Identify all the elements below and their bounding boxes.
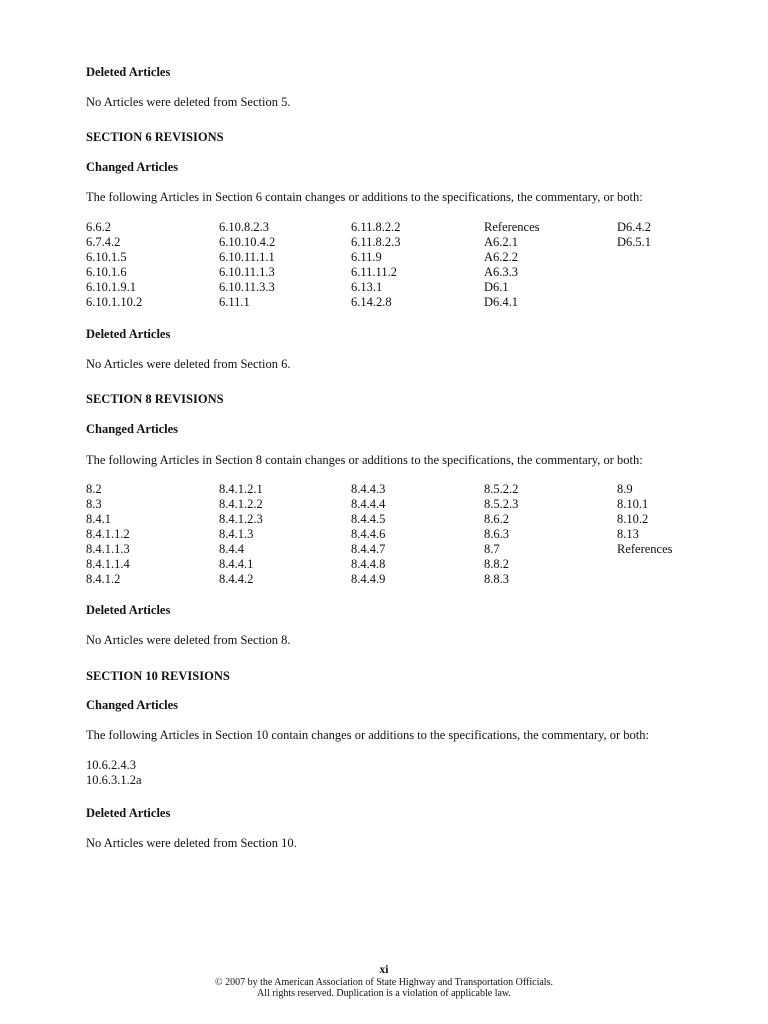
section6-changed-heading: Changed Articles	[86, 160, 179, 174]
section6-intro: The following Articles in Section 6 contain changes or additions to the specifications, the commentary, or both:	[86, 190, 643, 204]
article-item: 8.6.3	[484, 527, 509, 541]
article-item: D6.1	[484, 280, 509, 294]
article-item: 6.10.1.9.1	[86, 280, 136, 294]
section8-column-4	[484, 482, 614, 587]
section10-deleted-text: No Articles were deleted from Section 10.	[86, 836, 297, 850]
article-item: A6.3.3	[484, 265, 519, 279]
section8-column-1	[86, 482, 216, 587]
article-item: 8.4.4.8	[351, 557, 386, 571]
section8-deleted-text: No Articles were deleted from Section 8.	[86, 633, 291, 647]
article-item: 6.11.8.2.2	[351, 220, 401, 234]
article-item: 6.10.1.10.2	[86, 295, 143, 309]
section10-changed-heading: Changed Articles	[86, 698, 179, 712]
article-item: 10.6.3.1.2a	[86, 773, 142, 787]
article-item: A6.2.1	[484, 235, 519, 249]
article-item: 8.4.4.4	[351, 497, 386, 511]
article-item: 6.10.1.6	[86, 265, 127, 279]
article-item: 8.4.1	[86, 512, 111, 526]
article-item: 8.4.1.1.2	[86, 527, 130, 541]
article-item: D6.4.1	[484, 295, 519, 309]
section6-column-1	[86, 220, 216, 310]
section6-column-2	[219, 220, 349, 310]
article-item: 8.4.4.6	[351, 527, 386, 541]
article-item: 10.6.2.4.3	[86, 758, 136, 772]
article-item: 6.7.4.2	[86, 235, 121, 249]
article-item: 8.9	[617, 482, 633, 496]
section5-deleted-heading: Deleted Articles	[86, 65, 171, 79]
article-item: 6.13.1	[351, 280, 383, 294]
article-item: 8.4.4.3	[351, 482, 386, 496]
rights-line: All rights reserved. Duplication is a violation of applicable law.	[256, 988, 511, 999]
section8-changed-heading: Changed Articles	[86, 422, 179, 436]
article-item: 8.10.2	[617, 512, 649, 526]
article-item: 8.4.1.2.2	[219, 497, 263, 511]
article-item: References	[484, 220, 540, 234]
article-item: 8.4.4.7	[351, 542, 386, 556]
article-item: 8.4.1.2	[86, 572, 121, 586]
article-item: 6.11.11.2	[351, 265, 397, 279]
article-item: 8.4.4.9	[351, 572, 386, 586]
page-number: xi	[379, 964, 389, 976]
article-item: 8.4.4.2	[219, 572, 254, 586]
section8-deleted-heading: Deleted Articles	[86, 603, 171, 617]
article-item: 8.10.1	[617, 497, 649, 511]
article-item: 6.10.8.2.3	[219, 220, 269, 234]
article-item: References	[617, 542, 673, 556]
article-item: 6.14.2.8	[351, 295, 392, 309]
article-item: 8.13	[617, 527, 639, 541]
article-item: D6.4.2	[617, 220, 652, 234]
article-item: 8.6.2	[484, 512, 509, 526]
article-item: 6.6.2	[86, 220, 111, 234]
article-item: 8.4.1.1.3	[86, 542, 130, 556]
article-item: 6.10.1.5	[86, 250, 127, 264]
section10-column-1	[86, 758, 216, 788]
section6-column-4	[484, 220, 614, 310]
article-item: 8.4.1.1.4	[86, 557, 130, 571]
section6-deleted-text: No Articles were deleted from Section 6.	[86, 357, 291, 371]
section8-intro: The following Articles in Section 8 contain changes or additions to the specifications, the commentary, or both:	[86, 453, 643, 467]
article-item: D6.5.1	[617, 235, 652, 249]
section5-deleted-text: No Articles were deleted from Section 5.	[86, 95, 291, 109]
article-item: 8.4.4.1	[219, 557, 254, 571]
article-item: 6.11.8.2.3	[351, 235, 401, 249]
article-item: 8.5.2.3	[484, 497, 519, 511]
article-item: 6.10.11.3.3	[219, 280, 275, 294]
section6-column-5	[617, 220, 747, 250]
article-item: 6.10.11.1.1	[219, 250, 275, 264]
section10-title: SECTION 10 REVISIONS	[86, 669, 230, 683]
article-item: 8.4.1.2.3	[219, 512, 263, 526]
article-item: 8.4.4	[219, 542, 244, 556]
section6-column-3	[351, 220, 481, 310]
section10-intro: The following Articles in Section 10 contain changes or additions to the specifications, the commentary, or both:	[86, 728, 649, 742]
article-item: 8.8.2	[484, 557, 509, 571]
section8-column-3	[351, 482, 481, 587]
section6-title: SECTION 6 REVISIONS	[86, 130, 224, 144]
article-item: 8.5.2.2	[484, 482, 519, 496]
section8-column-5	[617, 482, 747, 557]
article-item: 8.4.1.2.1	[219, 482, 263, 496]
article-item: 8.7	[484, 542, 500, 556]
section10-deleted-heading: Deleted Articles	[86, 806, 171, 820]
article-item: 8.3	[86, 497, 102, 511]
section6-deleted-heading: Deleted Articles	[86, 327, 171, 341]
article-item: 6.10.10.4.2	[219, 235, 276, 249]
copyright-line: © 2007 by the American Association of State Highway and Transportation Officials.	[215, 977, 553, 988]
article-item: A6.2.2	[484, 250, 519, 264]
article-item: 6.10.11.1.3	[219, 265, 275, 279]
article-item: 8.8.3	[484, 572, 509, 586]
section8-title: SECTION 8 REVISIONS	[86, 392, 224, 406]
article-item: 8.4.1.3	[219, 527, 254, 541]
article-item: 8.4.4.5	[351, 512, 386, 526]
section8-column-2	[219, 482, 349, 587]
article-item: 6.11.9	[351, 250, 382, 264]
article-item: 6.11.1	[219, 295, 250, 309]
page-footer	[0, 963, 768, 999]
article-item: 8.2	[86, 482, 102, 496]
